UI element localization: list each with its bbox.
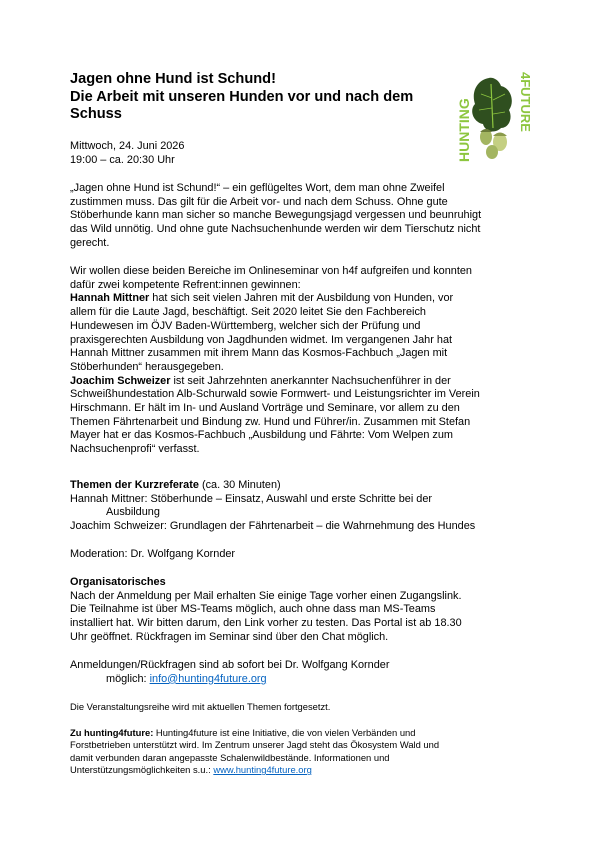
title-line-2: Die Arbeit mit unseren Hunden vor und nach dem	[70, 88, 414, 105]
topics-heading: Themen der Kurzreferate	[70, 479, 199, 491]
about-line: damit verbunden daran angepasste Schalenwildbestände. Informationen und	[70, 751, 390, 763]
signup-line: Anmeldungen/Rückfragen sind ab sofort bei Dr. Wolfgang Kornder	[70, 659, 390, 671]
speaker-2-bio: Hirschmann. Er hält im In- und Ausland Vorträge und Seminare, vor allem zu den	[70, 402, 460, 415]
speaker-2-bio: Themen Fährtenarbeit und Bindung zw. Hund und Führer/in. Zusammen mit Stefan	[70, 415, 471, 428]
logo-text-hunting: HUNTING	[456, 98, 472, 162]
logo-text-4future: 4FUTURE	[518, 72, 533, 132]
intro-line: das Wild unnötig. Und ohne gute Nachsuchenhunde werden wir dem Tierschutz nicht	[70, 223, 481, 236]
speakers-lead: Wir wollen diese beiden Bereiche im Onlineseminar von h4f aufgreifen und konnten	[70, 265, 472, 277]
speaker-1-first-line: Hannah Mittner hat sich seit vielen Jahren mit der Ausbildung von Hunden, vor	[70, 292, 454, 305]
speaker-2-first-line: Joachim Schweizer ist seit Jahrzehnten anerkannter Nachsuchenführer in der	[70, 374, 451, 387]
organisation-line: installiert hat. Wir bitten darum, den Link vorher zu testen. Das Portal ist ab 18.30	[70, 617, 462, 630]
intro-line: „Jagen ohne Hund ist Schund!“ – ein geflügeltes Wort, dem man ohne Zweifel	[70, 182, 445, 194]
about-section: Zu hunting4future: Hunting4future ist eine Initiative, die von vielen Verbänden und Forstbetrieben unterstützt wird. Im Zentrum unserer Jagd steht das Ökosystem Wald und damit verbunden daran angepasste Schalenwildbestände. Informationen und Unterstützungsmöglichkeiten s.u.: www.hunting4future.org	[70, 727, 540, 777]
speaker-1-bio: Hannah Mittner zusammen mit ihrem Mann das Kosmos-Fachbuch „Jagen mit	[70, 347, 448, 360]
topics-duration: (ca. 30 Minuten)	[198, 479, 281, 491]
topics-section	[70, 479, 540, 534]
email-link[interactable]: info@hunting4future.org	[149, 672, 267, 685]
intro-line: zustimmen muss. Das gilt für die Arbeit vor- und nach dem Schuss. Ohne gute	[70, 195, 448, 208]
title-line-3: Schuss	[70, 106, 122, 122]
event-time: 19:00 – ca. 20:30 Uhr	[70, 153, 175, 166]
organisation-line: Nach der Anmeldung per Mail erhalten Sie einige Tage vorher einen Zugangslink.	[70, 589, 462, 602]
speaker-1-bio: Hundewesen im ÖJV Baden-Württemberg, welcher sich der Prüfung und	[70, 319, 421, 332]
speakers-lead: dafür zwei kompetente Refrent:innen gewinnen:	[70, 278, 301, 291]
speaker-2-bio: Mayer hat er das Kosmos-Fachbuch „Ausbildung und Fährte: Vom Welpen zum	[70, 429, 453, 442]
intro-line: Stöberhunde kann man sicher so manche Bewegungsjagd vergessen und beunruhigt	[70, 209, 482, 222]
event-date	[70, 140, 540, 167]
speaker-2-bio: Nachsuchenprofi“ verfasst.	[70, 443, 200, 456]
organisation-section	[70, 576, 540, 645]
topic-1: Hannah Mittner: Stöberhunde – Einsatz, Auswahl und erste Schritte bei der	[70, 492, 433, 505]
moderation: Moderation: Dr. Wolfgang Kornder	[70, 548, 236, 560]
topic-2: Joachim Schweizer: Grundlagen der Fährtenarbeit – die Wahrnehmung des Hundes	[70, 520, 476, 533]
about-line: Forstbetrieben unterstützt wird. Im Zentrum unserer Jagd steht das Ökosystem Wald und	[70, 739, 440, 751]
speakers-section	[70, 265, 540, 457]
page-title	[70, 71, 460, 124]
signup-section: Anmeldungen/Rückfragen sind ab sofort bei Dr. Wolfgang Kornder möglich: info@hunting4future.org	[70, 659, 540, 686]
organisation-line: Uhr geöffnet. Rückfragen im Seminar sind über den Chat möglich.	[70, 630, 389, 643]
intro-line: gerecht.	[70, 236, 110, 249]
event-day: Mittwoch, 24. Juni 2026	[70, 140, 185, 152]
speaker-1-bio: Stöberhunden“ herausgegeben.	[70, 360, 224, 373]
organisation-heading: Organisatorisches	[70, 576, 166, 588]
title-line-1: Jagen ohne Hund ist Schund!	[70, 71, 276, 87]
organisation-line: Die Teilnahme ist über MS-Teams möglich, auch ohne dass man MS-Teams	[70, 603, 436, 616]
website-link[interactable]: www.hunting4future.org	[213, 764, 312, 776]
about-label: Zu hunting4future:	[70, 727, 154, 738]
intro-paragraph	[70, 182, 540, 251]
topic-1-cont: Ausbildung	[106, 506, 160, 519]
series-note: Die Veranstaltungsreihe wird mit aktuellen Themen fortgesetzt.	[70, 701, 331, 712]
speaker-1-name: Hannah Mittner	[70, 292, 150, 305]
speaker-1-bio: praxisgerechten Ausbildung von Jagdhunden widmet. Im vergangenen Jahr hat	[70, 333, 453, 346]
speaker-2-name: Joachim Schweizer	[70, 374, 171, 387]
speaker-2-bio: Schweißhundestation Alb-Schurwald sowie Formwert- und Leistungsrichter im Verein	[70, 388, 480, 401]
speaker-1-bio: allem für die Laute Jagd, beschäftigt. Seit 2020 leitet Sie den Fachbereich	[70, 306, 426, 319]
